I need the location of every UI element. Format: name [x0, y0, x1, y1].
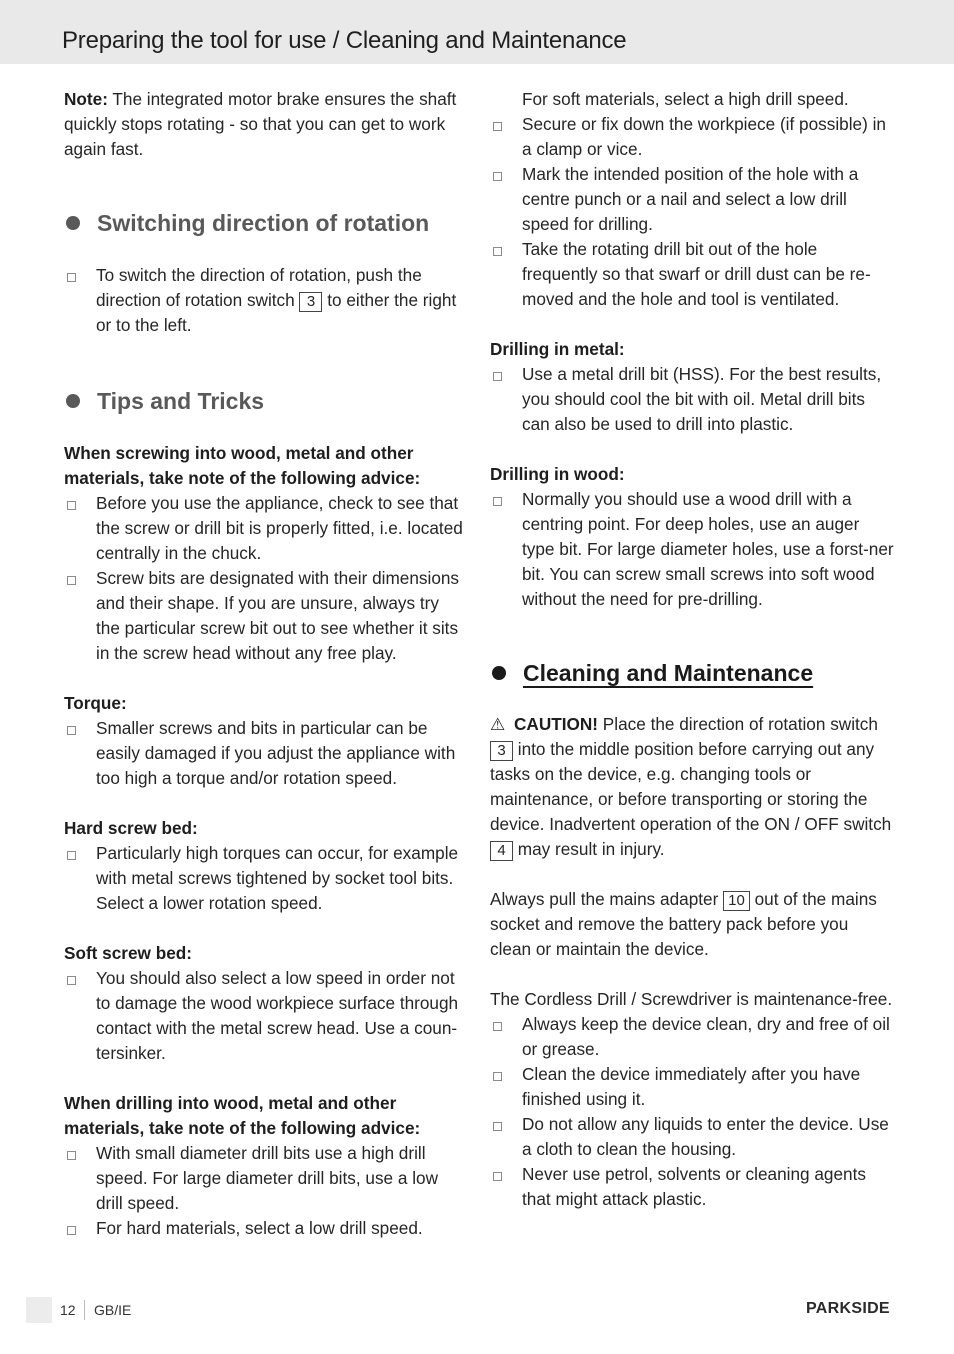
section-heading-cleaning — [490, 659, 894, 687]
checkbox-square-icon — [493, 497, 502, 506]
item-text: Take the rotating drill bit out of the hole frequently so that swarf or drill dust can be re-moved and the hole and tool is ventilated. — [522, 239, 871, 309]
bullet-dot-icon — [492, 666, 506, 680]
checkbox-square-icon — [67, 273, 76, 282]
cleaning-list — [490, 1012, 894, 1212]
list-item — [64, 491, 466, 566]
torque-list — [64, 716, 466, 791]
warning-triangle-icon: ⚠ — [490, 715, 506, 734]
page-number: 12 — [60, 1300, 85, 1320]
metal-list — [490, 362, 894, 437]
list-item — [64, 1216, 466, 1241]
list-item — [490, 1112, 894, 1162]
language-code: GB/IE — [94, 1302, 132, 1318]
note-paragraph — [64, 87, 466, 162]
item-text: Always keep the device clean, dry and free of oil or grease. — [522, 1014, 890, 1059]
heading-text: Cleaning and Maintenance — [523, 660, 814, 686]
checkbox-square-icon — [493, 1172, 502, 1181]
item-text: Do not allow any liquids to enter the device. Use a cloth to clean the housing. — [522, 1114, 889, 1159]
item-text: Clean the device immediately after you have finished using it. — [522, 1064, 861, 1109]
part-ref-3: 3 — [299, 292, 322, 312]
heading-text: Tips and Tricks — [97, 388, 265, 414]
checkbox-square-icon — [67, 576, 76, 585]
checkbox-square-icon — [67, 726, 76, 735]
checkbox-square-icon — [67, 976, 76, 985]
maintenance-free-text: The Cordless Drill / Screwdriver is maintenance-free. — [490, 989, 893, 1009]
section-heading-tips — [64, 387, 466, 415]
list-item — [490, 1012, 894, 1062]
page-header — [0, 0, 954, 64]
list-item — [490, 362, 894, 437]
checkbox-square-icon — [493, 372, 502, 381]
caution-text: Place the direction of rotation switch — [598, 714, 878, 734]
bullet-dot-icon — [66, 394, 80, 408]
checkbox-square-icon — [493, 1022, 502, 1031]
tips-intro: When screwing into wood, metal and other materials, take note of the following advice: — [64, 443, 421, 488]
rotation-list — [64, 263, 466, 338]
checkbox-square-icon — [67, 1151, 76, 1160]
list-item — [64, 841, 466, 916]
part-ref-4: 4 — [490, 841, 513, 861]
hard-bed-list — [64, 841, 466, 916]
drilling-intro: When drilling into wood, metal and other materials, take note of the following advice: — [64, 1093, 421, 1138]
checkbox-square-icon — [67, 851, 76, 860]
right-column — [490, 87, 894, 1212]
left-column — [64, 87, 466, 1241]
list-item — [64, 566, 466, 666]
footer-marker — [26, 1297, 52, 1323]
checkbox-square-icon — [67, 501, 76, 510]
list-item — [490, 237, 894, 312]
checkbox-square-icon — [493, 172, 502, 181]
heading-text: Switching direction of rotation — [97, 210, 430, 236]
drill-list-continued — [490, 112, 894, 312]
list-item — [64, 966, 466, 1066]
item-text: Screw bits are designated with their dimensions and their shape. If you are unsure, always try the particular screw bit out to see whether it sits in the screw head without any free play. — [96, 568, 460, 663]
soft-bed-heading: Soft screw bed: — [64, 943, 192, 963]
checkbox-square-icon — [493, 1072, 502, 1081]
list-item — [490, 1162, 894, 1212]
item-text: Normally you should use a wood drill with a centring point. For deep holes, use an auger type bit. For large diameter holes, use a forst-ner bit. You can screw small screws into soft wood without the need for pre-drilling. — [522, 489, 894, 609]
caution-text: may result in injury. — [513, 839, 665, 859]
item-text: You should also select a low speed in order not to damage the wood workpiece surface through contact with the metal screw head. Use a coun-tersinker. — [96, 968, 459, 1063]
item-text: to either the right or to the left. — [96, 290, 457, 335]
adapter-paragraph — [490, 887, 894, 962]
tips-list — [64, 491, 466, 666]
caution-label: CAUTION! — [514, 714, 599, 734]
part-ref-3: 3 — [490, 741, 513, 761]
section-heading-rotation — [64, 209, 466, 237]
drilling-list — [64, 1141, 466, 1241]
list-item — [64, 263, 466, 338]
item-text: To switch the direction of rotation, push the direction of rotation switch — [96, 265, 422, 310]
item-text: Mark the intended position of the hole with a centre punch or a nail and select a low drill speed for drilling. — [522, 164, 859, 234]
caution-paragraph — [490, 712, 894, 862]
hard-bed-heading: Hard screw bed: — [64, 818, 198, 838]
item-text: Smaller screws and bits in particular can be easily damaged if you adjust the appliance with too high a torque and/or rotation speed. — [96, 718, 456, 788]
torque-heading: Torque: — [64, 693, 127, 713]
metal-heading: Drilling in metal: — [490, 339, 625, 359]
item-text: Use a metal drill bit (HSS). For the best results, you should cool the bit with oil. Metal drill bits can also be used to drill into plastic. — [522, 364, 882, 434]
list-item — [490, 1062, 894, 1112]
list-item — [64, 1141, 466, 1216]
brand-logo: PARKSIDE — [806, 1300, 890, 1317]
item-text: Never use petrol, solvents or cleaning agents that might attack plastic. — [522, 1164, 866, 1209]
list-item — [490, 487, 894, 612]
item-text: Secure or fix down the workpiece (if possible) in a clamp or vice. — [522, 114, 886, 159]
list-item — [490, 112, 894, 162]
note-text: The integrated motor brake ensures the shaft quickly stops rotating - so that you can get to work again fast. — [64, 89, 457, 159]
wood-heading: Drilling in wood: — [490, 464, 625, 484]
checkbox-square-icon — [67, 1226, 76, 1235]
item-text: Before you use the appliance, check to see that the screw or drill bit is properly fitted, i.e. located centrally in the chuck. — [96, 493, 463, 563]
bullet-dot-icon — [66, 216, 80, 230]
page-title: Preparing the tool for use / Cleaning and Maintenance — [62, 27, 627, 54]
note-label: Note: — [64, 89, 108, 109]
wood-list — [490, 487, 894, 612]
adapter-text: out of the mains socket and remove the battery pack before you clean or maintain the device. — [490, 889, 877, 959]
soft-bed-list — [64, 966, 466, 1066]
checkbox-square-icon — [493, 1122, 502, 1131]
item-text: For hard materials, select a low drill speed. — [96, 1218, 423, 1238]
part-ref-10: 10 — [723, 891, 750, 911]
checkbox-square-icon — [493, 122, 502, 131]
caution-text: into the middle position before carrying out any tasks on the device, e.g. changing tools or maintenance, or before transporting or storing the device. Inadvertent operation of the ON / OFF switch — [490, 739, 892, 834]
item-text: With small diameter drill bits use a high drill speed. For large diameter drill bits, use a low drill speed. — [96, 1143, 438, 1213]
list-item — [64, 716, 466, 791]
item-text: Particularly high torques can occur, for example with metal screws tightened by socket tool bits. Select a lower rotation speed. — [96, 843, 459, 913]
adapter-text: Always pull the mains adapter — [490, 889, 724, 909]
continuation-text: For soft materials, select a high drill speed. — [522, 89, 849, 109]
list-item — [490, 162, 894, 237]
checkbox-square-icon — [493, 247, 502, 256]
